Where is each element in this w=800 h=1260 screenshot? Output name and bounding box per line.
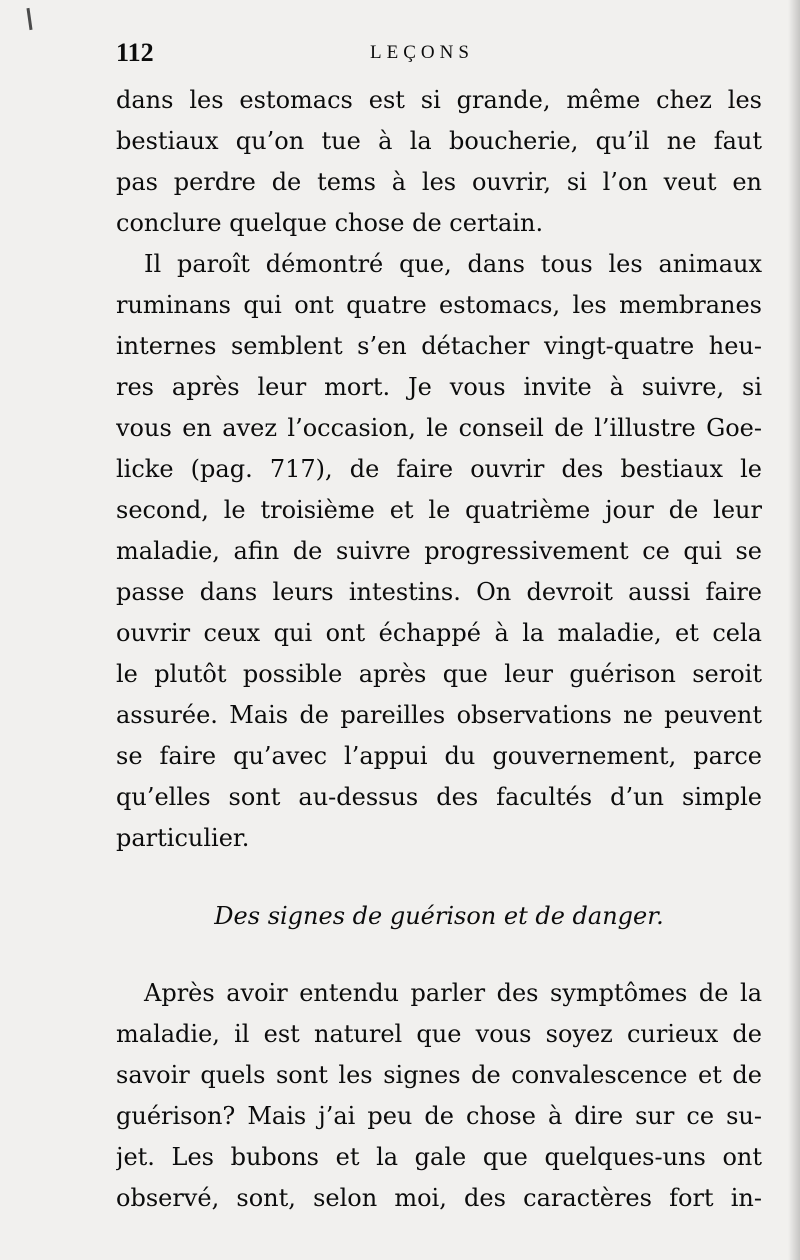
text-line: ouvrir ceux qui ont échappé à la maladie, et cela (116, 619, 762, 647)
text-line: savoir quels sont les signes de convalescence et de (116, 1061, 762, 1089)
text-line: bestiaux qu’on tue à la boucherie, qu’il ne faut (116, 127, 762, 155)
text-line: assurée. Mais de pareilles observations ne peuvent (116, 701, 762, 729)
page-edge-mark (26, 8, 32, 30)
text-line: pas perdre de tems à les ouvrir, si l’on veut en (116, 168, 762, 196)
text-line: Après avoir entendu parler des symptômes de la (144, 979, 762, 1007)
running-head: LEÇONS (370, 42, 474, 63)
text-line: le plutôt possible après que leur guérison seroit (116, 660, 762, 688)
text-line: vous en avez l’occasion, le conseil de l’illustre Goe- (116, 414, 762, 442)
text-line: jet. Les bubons et la gale que quelques-uns ont (116, 1143, 762, 1171)
page-header (116, 38, 756, 68)
text-line: passe dans leurs intestins. On devroit aussi faire (116, 578, 762, 606)
text-line: qu’elles sont au-dessus des facultés d’un simple (116, 783, 762, 811)
text-line: particulier. (116, 824, 250, 852)
section-heading: Des signes de guérison et de danger. (214, 902, 664, 930)
text-line: licke (pag. 717), de faire ouvrir des bestiaux le (116, 455, 762, 483)
body-text (116, 80, 762, 1219)
text-line: conclure quelque chose de certain. (116, 209, 544, 237)
text-line: second, le troisième et le quatrième jour de leur (116, 496, 762, 524)
text-line: observé, sont, selon moi, des caractères fort in- (116, 1184, 762, 1212)
page-edge-shadow (788, 0, 800, 1260)
text-line: maladie, afin de suivre progressivement ce qui se (116, 537, 762, 565)
text-line: dans les estomacs est si grande, même chez les (116, 86, 762, 114)
text-line: res après leur mort. Je vous invite à suivre, si (116, 373, 762, 401)
text-line: maladie, il est naturel que vous soyez curieux de (116, 1020, 762, 1048)
text-line: se faire qu’avec l’appui du gouvernement, parce (116, 742, 762, 770)
text-line: Il paroît démontré que, dans tous les animaux (144, 250, 762, 278)
text-line: guérison? Mais j’ai peu de chose à dire sur ce su- (116, 1102, 762, 1130)
page-number: 112 (116, 38, 154, 67)
text-line: internes semblent s’en détacher vingt-quatre heu- (116, 332, 762, 360)
text-line: ruminans qui ont quatre estomacs, les membranes (116, 291, 762, 319)
